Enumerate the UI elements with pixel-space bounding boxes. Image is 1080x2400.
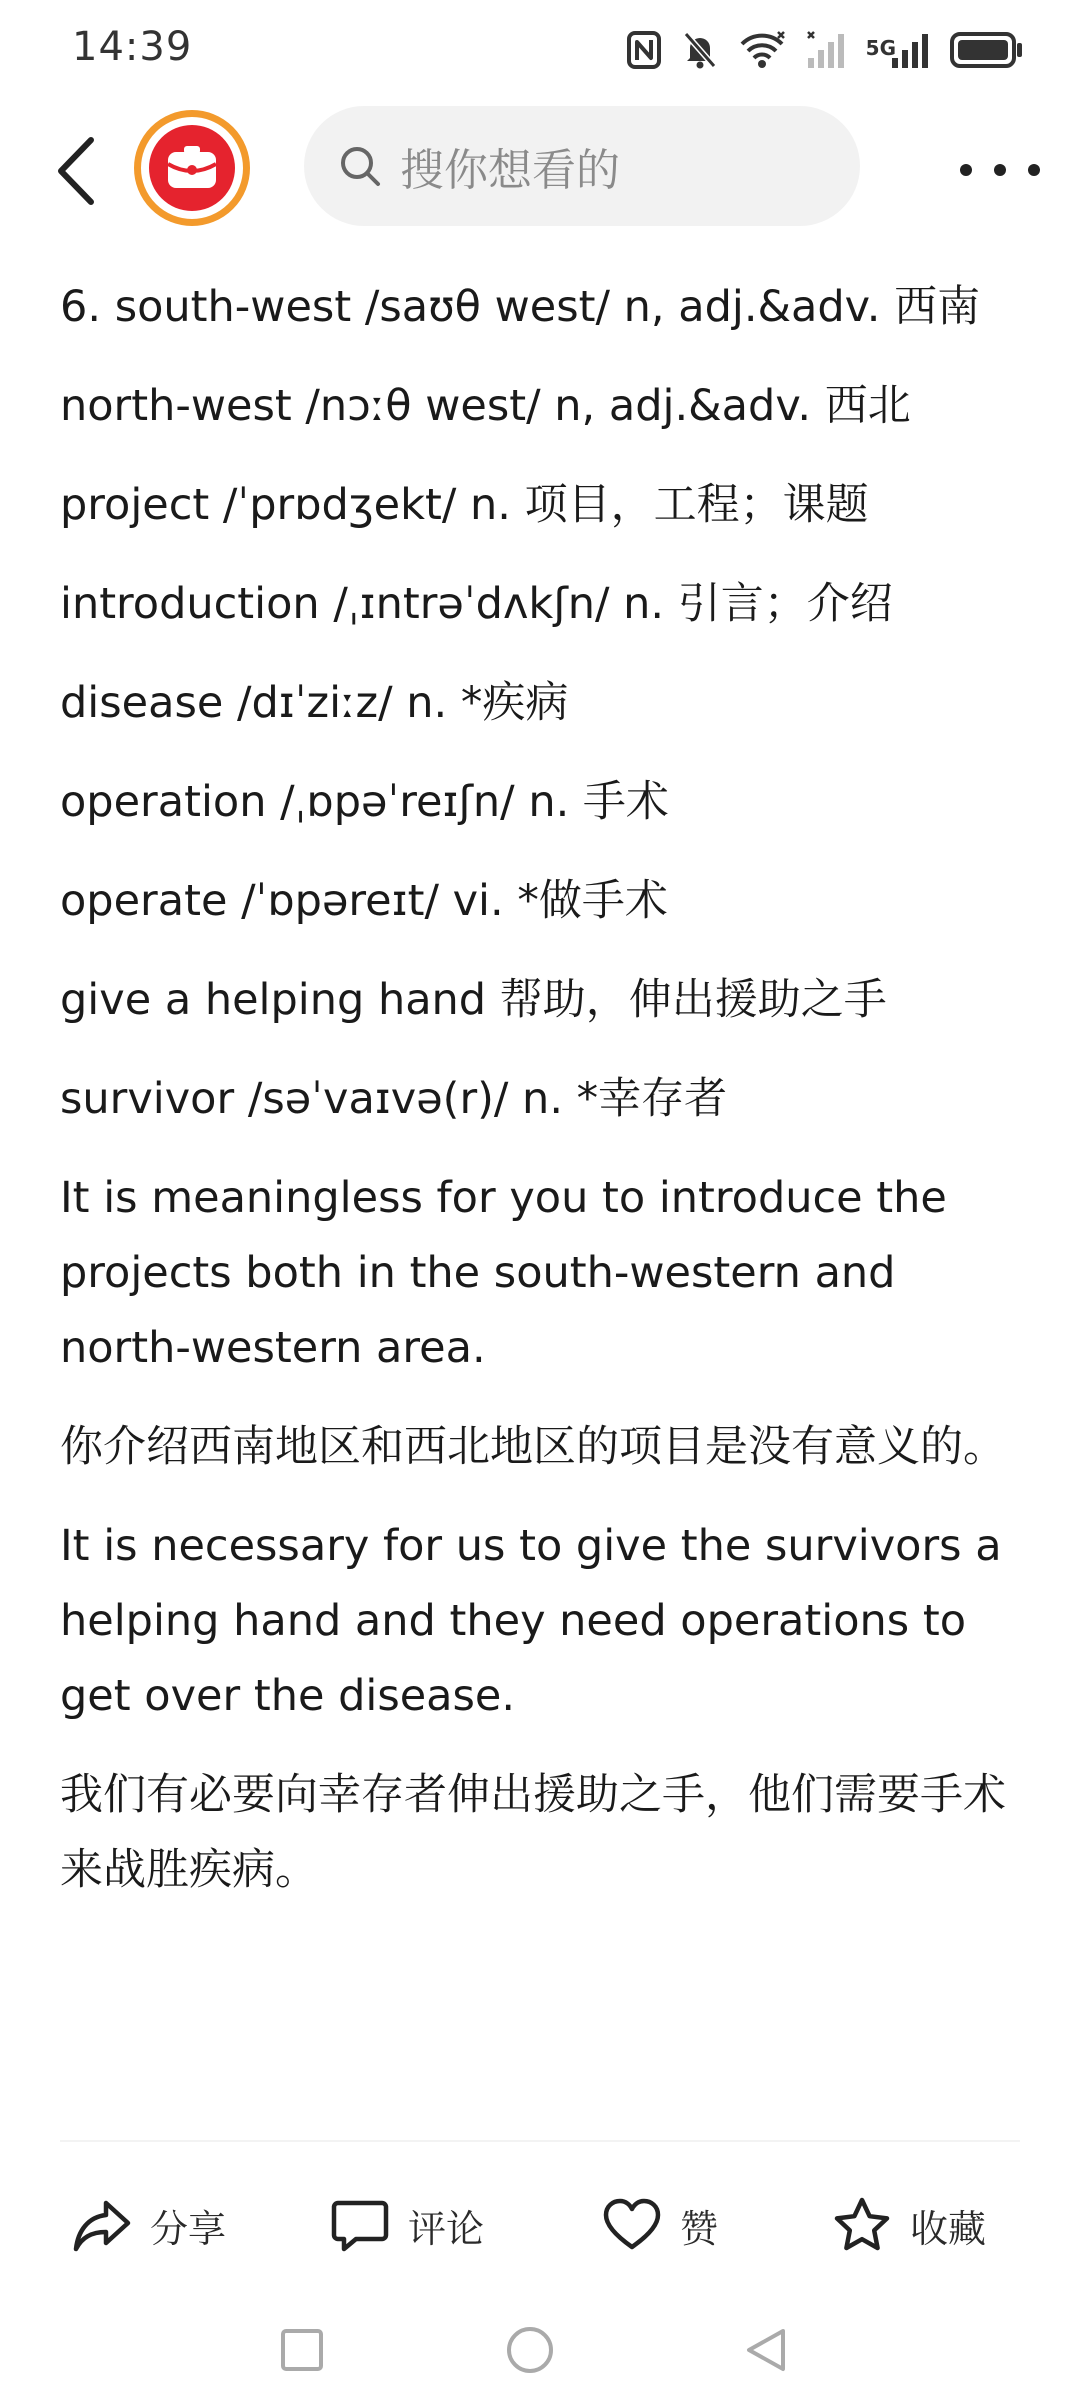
more-dot-icon [994, 164, 1006, 176]
star-icon [832, 2196, 892, 2254]
network-type-label: 5G [865, 36, 896, 60]
system-navigation-bar [0, 2290, 1080, 2400]
signal-icon [866, 30, 930, 70]
wifi-icon [738, 30, 786, 70]
app-bar [0, 100, 1080, 240]
like-label: 赞 [680, 2206, 719, 2251]
vocab-entry: survivor /səˈvaɪvə(r)/ n. *幸存者 [60, 1074, 728, 1124]
share-label: 分享 [150, 2206, 227, 2251]
triangle-back-icon [741, 2325, 791, 2375]
vocab-entry: operate /ˈɒpəreɪt/ vi. *做手术 [60, 876, 668, 926]
comment-button[interactable] [330, 2165, 484, 2285]
share-button[interactable] [72, 2165, 226, 2285]
heart-icon [602, 2197, 662, 2253]
status-bar [0, 0, 1080, 100]
search-placeholder: 搜你想看的 [400, 145, 620, 196]
more-dot-icon [960, 164, 972, 176]
favorite-label: 收藏 [910, 2206, 987, 2251]
avatar[interactable] [134, 110, 250, 226]
article-body [60, 270, 1020, 1932]
circle-icon [505, 2325, 555, 2375]
search-input[interactable] [304, 106, 860, 226]
example-sentence-zh: 我们有必要向幸存者伸出援助之手，他们需要手术来战胜疾病。 [60, 1770, 1006, 1895]
vocab-entry: give a helping hand 帮助，伸出援助之手 [60, 975, 887, 1025]
example-sentence-en: It is meaningless for you to introduce the projects both in the south-western and north-western area. [60, 1173, 947, 1373]
vocab-entry: disease /dɪˈziːz/ n. *疾病 [60, 678, 569, 728]
like-button[interactable] [602, 2165, 718, 2285]
nfc-icon [626, 30, 662, 70]
comment-icon [330, 2197, 390, 2253]
vocab-entry: introduction /ˌɪntrəˈdʌkʃn/ n. 引言；介绍 [60, 579, 893, 629]
favorite-button[interactable] [832, 2165, 986, 2285]
example-sentence-en: It is necessary for us to give the survivors a helping hand and they need operations to get over the disease. [60, 1521, 1002, 1721]
status-time: 14:39 [72, 24, 193, 70]
mute-icon [682, 30, 718, 70]
vocab-entry: operation /ˌɒpəˈreɪʃn/ n. 手术 [60, 777, 669, 827]
back-nav-button[interactable] [726, 2310, 806, 2390]
share-icon [72, 2197, 132, 2253]
example-sentence-zh: 你介绍西南地区和西北地区的项目是没有意义的。 [60, 1422, 1006, 1472]
signal-icon-secondary [806, 30, 846, 70]
battery-icon [950, 30, 1024, 70]
square-icon [279, 2327, 325, 2373]
vocab-entry: 6. south-west /saʊθ west/ n, adj.&adv. 西南 [60, 282, 981, 332]
vocab-entry: project /ˈprɒdʒekt/ n. 项目，工程；课题 [60, 480, 869, 530]
action-bar-divider [60, 2140, 1020, 2142]
action-bar [0, 2165, 1080, 2285]
chevron-left-icon [53, 136, 97, 206]
recent-apps-button[interactable] [262, 2310, 342, 2390]
more-options-button[interactable] [960, 140, 1040, 200]
home-button[interactable] [490, 2310, 570, 2390]
comment-label: 评论 [408, 2206, 485, 2251]
status-icons [626, 28, 1024, 72]
search-icon [338, 144, 382, 188]
avatar-logo-icon [149, 125, 235, 211]
back-button[interactable] [40, 126, 110, 216]
vocab-entry: north-west /nɔːθ west/ n, adj.&adv. 西北 [60, 381, 911, 431]
more-dot-icon [1028, 164, 1040, 176]
